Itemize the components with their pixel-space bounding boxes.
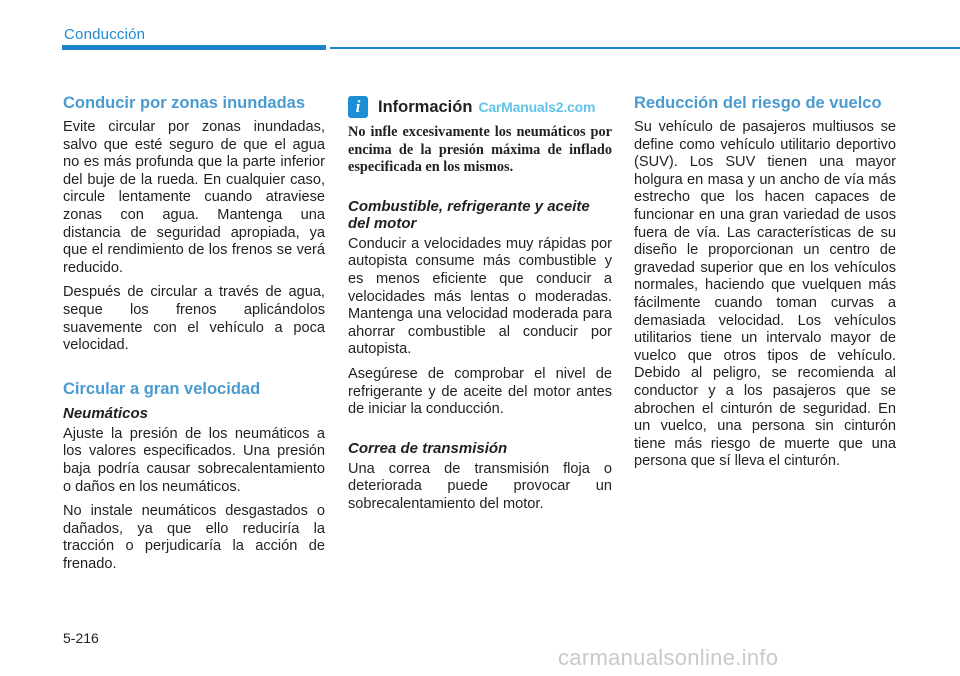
info-header [348,94,612,120]
page-number: 5-216 [63,630,99,646]
header-rule-thin [330,47,960,49]
subheading-drive-belt: Correa de transmisión [348,439,508,457]
paragraph: Ajuste la presión de los neumáticos a los valores especificados. Una presión baja podría causar sobrecalentamiento o daños en los neumáticos. [63,425,325,495]
paragraph: No instale neumáticos desgastados o dañados, ya que ello reduciría la tracción o perjudicaría la acción de frenado. [63,503,325,572]
subheading-fuel-coolant-oil: Combustible, refrigerante y aceite del motor [348,197,590,232]
header-rule-thick [62,45,326,50]
column-left [63,94,325,580]
column-right [634,94,896,478]
paragraph: Conducir a velocidades muy rápidas por autopista consume más combustible y es menos eficiente que conducir a velocidades más lentas o moderadas. Mantenga una velocidad moderada para ahorrar combustible al conducir por autopista. [348,235,612,358]
info-text: No infle excesivamente los neumáticos por encima de la presión máxima de inflado especificada en los mismos. [348,124,612,176]
paragraph: Después de circular a través de agua, seque los frenos aplicándolos suavemente con el vehículo a poca velocidad. [63,284,325,354]
heading-flooded-areas: Conducir por zonas inundadas [63,94,306,112]
info-icon: i [348,96,368,118]
paragraph: Su vehículo de pasajeros multiusos se define como vehículo utilitario deportivo (SUV). Los SUV tienen una mayor holgura en masa y un ancho de vía más estrecho que los hacen capaces de funcionar en una gran variedad de usos fuera de vía. Las características de su diseño le proporcionan un centro de gravedad superior que en los vehículos normales, haciendo que vuelquen más fácilmente cuando toman curvas a demasiada velocidad. Los vehículos utilitarios tiene un intervalo mayor de vuelco que otros tipos de vehículo. Debido al peligro, se recomienda al conductor y a los pasajeros que se abrochen el cinturón de seguridad. En un vuelco, una persona sin cinturón tiene más riesgo de muerte que una persona que sí lleva el cinturón. [634,119,896,470]
heading-rollover-risk: Reducción del riesgo de vuelco [634,94,882,112]
paragraph: Asegúrese de comprobar el nivel de refrigerante y de aceite del motor antes de iniciar la conducción. [348,365,612,418]
subheading-tires: Neumáticos [63,404,149,422]
section-title: Conducción [64,26,146,43]
paragraph: Evite circular por zonas inundadas, salvo que esté seguro de que el agua no es más profunda que la parte inferior del buje de la rueda. En cualquier caso, circule lentamente cuando atraviese zonas con agua. Mantenga una distancia de seguridad apropiada, ya que el rendimiento de los frenos se verá reducido. [63,119,325,276]
column-middle [348,94,612,521]
footer-watermark: carmanualsonline.info [558,645,779,670]
watermark-logo: CarManuals2.com [478,99,596,115]
heading-high-speed: Circular a gran velocidad [63,379,261,398]
info-title: Información [378,97,473,116]
paragraph: Una correa de transmisión floja o deteriorada puede provocar un sobrecalentamiento del motor. [348,460,612,512]
